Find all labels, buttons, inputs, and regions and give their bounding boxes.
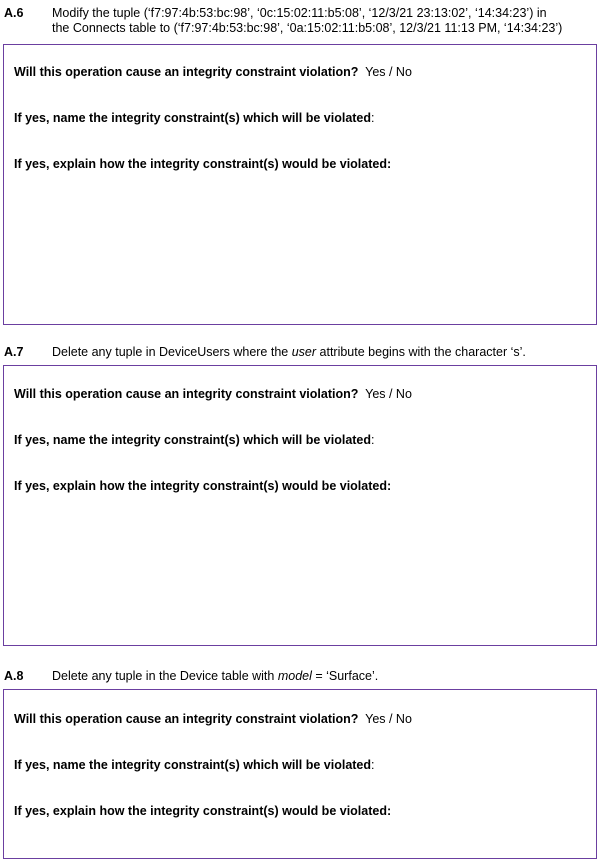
- violation-question: Will this operation cause an integrity constraint violation? Yes / No: [14, 387, 412, 401]
- yes-no-choice[interactable]: Yes / No: [365, 387, 412, 401]
- yes-no-choice[interactable]: Yes / No: [365, 712, 412, 726]
- question-text-line2: the Connects table to (‘f7:97:4b:53:bc:98’, ‘0a:15:02:11:b5:08’, 12/3/21 11:13 PM, ‘14:34:23’): [52, 21, 563, 35]
- question-text: Delete any tuple in DeviceUsers where the user attribute begins with the character ‘s’.: [52, 345, 526, 359]
- name-constraint-prompt: If yes, name the integrity constraint(s) which will be violated:: [14, 111, 375, 125]
- yes-no-choice[interactable]: Yes / No: [365, 65, 412, 79]
- answer-box-a6[interactable]: [3, 44, 597, 325]
- explain-prompt: If yes, explain how the integrity constraint(s) would be violated:: [14, 804, 392, 818]
- answer-box-a7[interactable]: [3, 365, 597, 646]
- answer-box-a8[interactable]: [3, 689, 597, 859]
- explain-prompt: If yes, explain how the integrity constraint(s) would be violated:: [14, 479, 392, 493]
- question-text: Delete any tuple in the Device table with model = ‘Surface’.: [52, 669, 379, 683]
- question-number: A.8: [4, 669, 24, 683]
- question-number: A.6: [4, 6, 24, 20]
- question-number: A.7: [4, 345, 24, 359]
- name-constraint-prompt: If yes, name the integrity constraint(s) which will be violated:: [14, 758, 375, 772]
- explain-prompt: If yes, explain how the integrity constraint(s) would be violated:: [14, 157, 392, 171]
- question-text-line1: Modify the tuple (‘f7:97:4b:53:bc:98’, ‘0c:15:02:11:b5:08’, ‘12/3/21 23:13:02’, ‘14:34:23’) in: [52, 6, 547, 20]
- violation-question: Will this operation cause an integrity constraint violation? Yes / No: [14, 65, 412, 79]
- violation-question: Will this operation cause an integrity constraint violation? Yes / No: [14, 712, 412, 726]
- name-constraint-prompt: If yes, name the integrity constraint(s) which will be violated:: [14, 433, 375, 447]
